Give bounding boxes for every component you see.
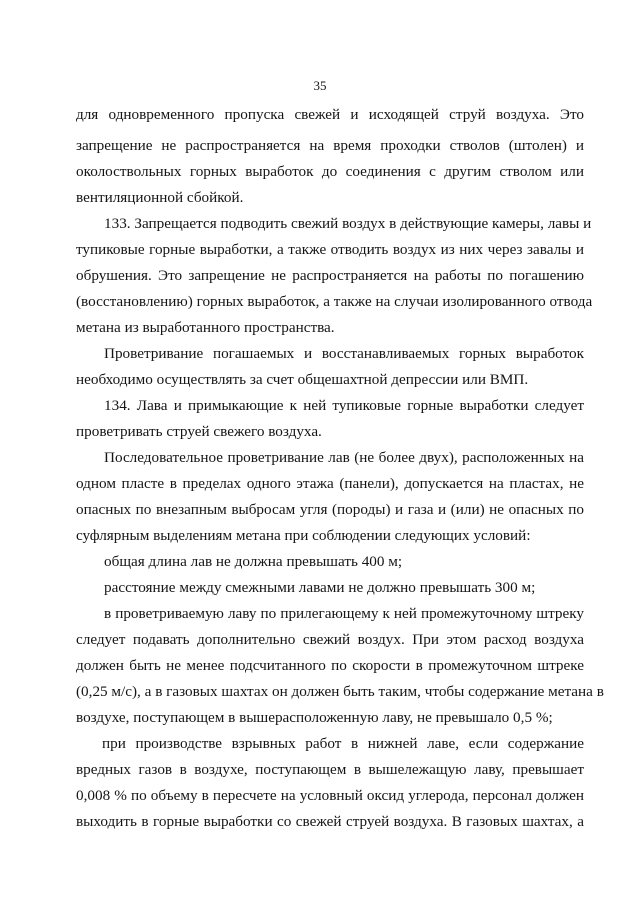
text-line: обрушения. Это запрещение не распространяется на работы по погашению: [76, 267, 584, 284]
text-line: (восстановлению) горных выработок, а также на случаи изолированного отвода: [76, 293, 593, 310]
text-line: 0,008 % по объему в пересчете на условный оксид углерода, персонал должен: [76, 787, 584, 804]
text-line: суфлярным выделениям метана при соблюдении следующих условий:: [76, 527, 531, 544]
page-number: 35: [313, 78, 327, 93]
text-line: в проветриваемую лаву по прилегающему к ней промежуточному штреку: [104, 605, 584, 622]
text-line: вентиляционной сбойкой.: [76, 189, 244, 206]
text-line: 134. Лава и примыкающие к ней тупиковые горные выработки следует: [104, 397, 584, 414]
text-line: (0,25 м/с), а в газовых шахтах он должен быть таким, чтобы содержание метана в: [76, 683, 604, 700]
text-line: расстояние между смежными лавами не должно превышать 300 м;: [104, 579, 536, 596]
text-line: 133. Запрещается подводить свежий воздух в действующие камеры, лавы и: [104, 215, 592, 232]
text-line: одном пласте в пределах одного этажа (панели), допускается на пластах, не: [76, 475, 584, 492]
text-line: опасных по внезапным выбросам угля (породы) и газа и (или) не опасных по: [76, 501, 584, 518]
text-line: должен быть не менее подсчитанного по скорости в промежуточном штреке: [76, 657, 584, 674]
text-line: вредных газов в воздухе, поступающем в вышележащую лаву, превышает: [76, 761, 584, 778]
text-line: при производстве взрывных работ в нижней лаве, если содержание: [102, 735, 584, 752]
text-line: воздухе, поступающем в вышерасположенную лаву, не превышало 0,5 %;: [76, 709, 553, 726]
text-line: выходить в горные выработки со свежей струей воздуха. В газовых шахтах, а: [76, 813, 584, 830]
text-line: для одновременного пропуска свежей и исходящей струй воздуха. Это: [76, 106, 584, 123]
text-line: метана из выработанного пространства.: [76, 319, 335, 336]
text-line: следует подавать дополнительно свежий воздух. При этом расход воздуха: [76, 631, 584, 648]
text-line: тупиковые горные выработки, а также отводить воздух из них через завалы и: [76, 241, 584, 258]
text-line: Последовательное проветривание лав (не более двух), расположенных на: [104, 449, 584, 466]
text-line: проветривать струей свежего воздуха.: [76, 423, 322, 440]
text-line: общая длина лав не должна превышать 400 м;: [104, 553, 403, 570]
text-line: Проветривание погашаемых и восстанавливаемых горных выработок: [104, 345, 584, 362]
text-line: запрещение не распространяется на время проходки стволов (штолен) и: [76, 137, 584, 154]
text-line: необходимо осуществлять за счет общешахтной депрессии или ВМП.: [76, 371, 529, 388]
text-line: околоствольных горных выработок до соединения с другим стволом или: [76, 163, 584, 180]
